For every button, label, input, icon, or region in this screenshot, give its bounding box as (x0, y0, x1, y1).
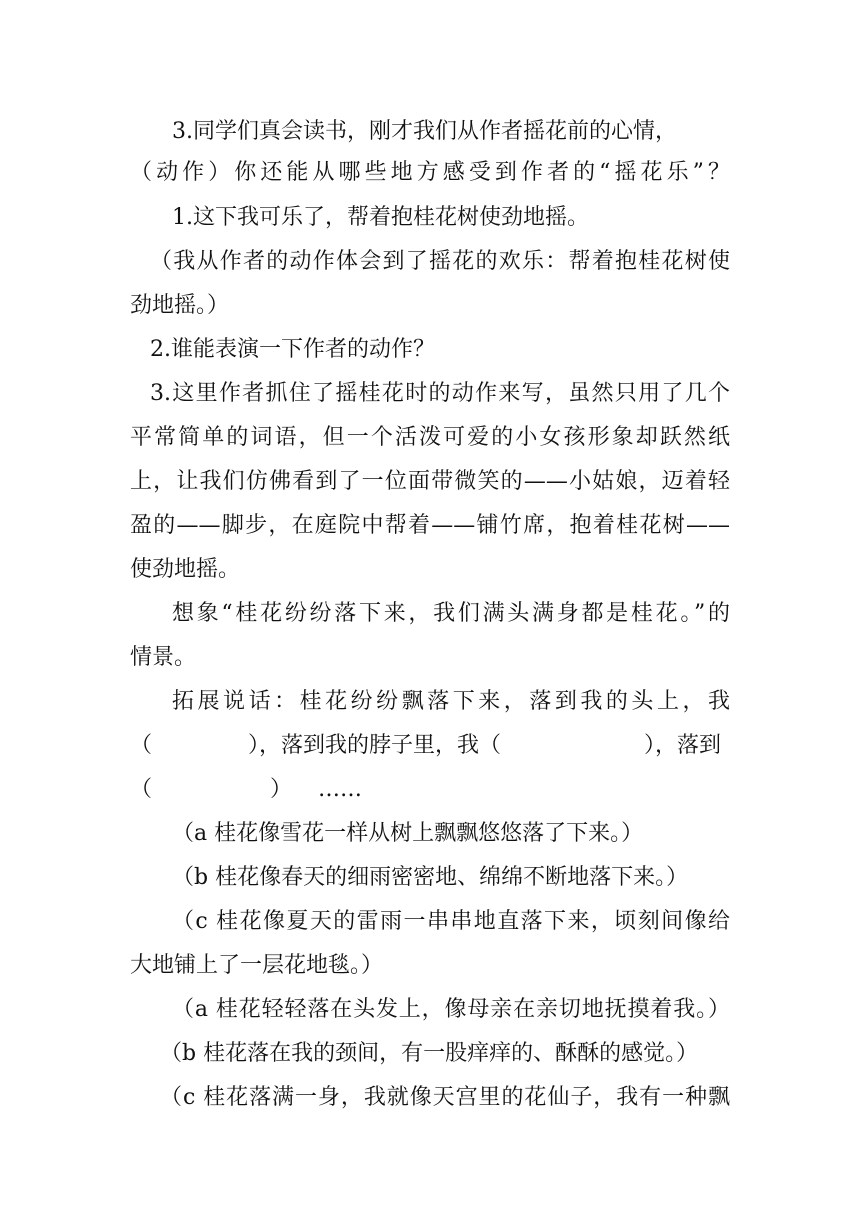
blank-open-paren: （ (130, 733, 153, 758)
blank-open-paren-2: （ (130, 777, 153, 802)
example-line-4: 大地铺上了一层花地毯。） (130, 953, 384, 978)
paragraph-line-8: 平常简单的词语，但一个活泼可爱的小女孩形象却跃然纸 (130, 425, 730, 450)
paragraph-line-5: 劲地摇。） (130, 293, 230, 318)
example-line-2: （b 桂花像春天的细雨密密地、绵绵不断地落下来。） (172, 865, 689, 890)
blank-close-paren-2: ） (270, 777, 293, 802)
paragraph-line-10: 盈的——脚步，在庭院中帮着——铺竹席，抱着桂花树—— (130, 513, 730, 538)
paragraph-line-7: 3.这里作者抓住了摇桂花时的动作来写，虽然只用了几个 (150, 381, 730, 406)
paragraph-line-6: 2.谁能表演一下作者的动作？ (150, 337, 435, 362)
ellipsis: …… (318, 777, 362, 802)
example-line-6: （b 桂花落在我的颈间，有一股痒痒的、酥酥的感觉。） (160, 1041, 699, 1066)
paragraph-line-13: 情景。 (130, 645, 197, 670)
paragraph-line-12: 想象“桂花纷纷落下来，我们满头满身都是桂花。”的 (172, 601, 730, 626)
example-line-1: （a 桂花像雪花一样从树上飘飘悠悠落了下来。） (172, 821, 644, 846)
paragraph-line-2: （动作）你还能从哪些地方感受到作者的“摇花乐”？ (130, 160, 730, 185)
example-line-3: （c 桂花像夏天的雷雨一串串地直落下来，顷刻间像给 (172, 909, 730, 934)
fill-in-line-1 (130, 731, 730, 761)
example-line-7: （c 桂花落满一身，我就像天宫里的花仙子，我有一种飘 (160, 1085, 730, 1110)
blank-end-text: ），落到 (644, 733, 722, 758)
paragraph-line-9: 上，让我们仿佛看到了一位面带微笑的——小姑娘，迈着轻 (130, 469, 730, 494)
paragraph-line-4: （我从作者的动作体会到了摇花的欢乐：帮着抱桂花树使 (150, 249, 730, 274)
paragraph-line-1: 3.同学们真会读书，刚才我们从作者摇花前的心情， (172, 119, 677, 144)
blank-mid-text: ），落到我的脖子里，我（ (248, 733, 502, 758)
example-line-5: （a 桂花轻轻落在头发上，像母亲在亲切地抚摸着我。） (172, 997, 730, 1022)
paragraph-line-3: 1.这下我可乐了，帮着抱桂花树使劲地摇。 (172, 205, 589, 230)
paragraph-line-14: 拓展说话：桂花纷纷飘落下来，落到我的头上，我 (172, 689, 730, 714)
paragraph-line-11: 使劲地摇。 (130, 557, 241, 582)
fill-in-line-2 (130, 775, 730, 805)
